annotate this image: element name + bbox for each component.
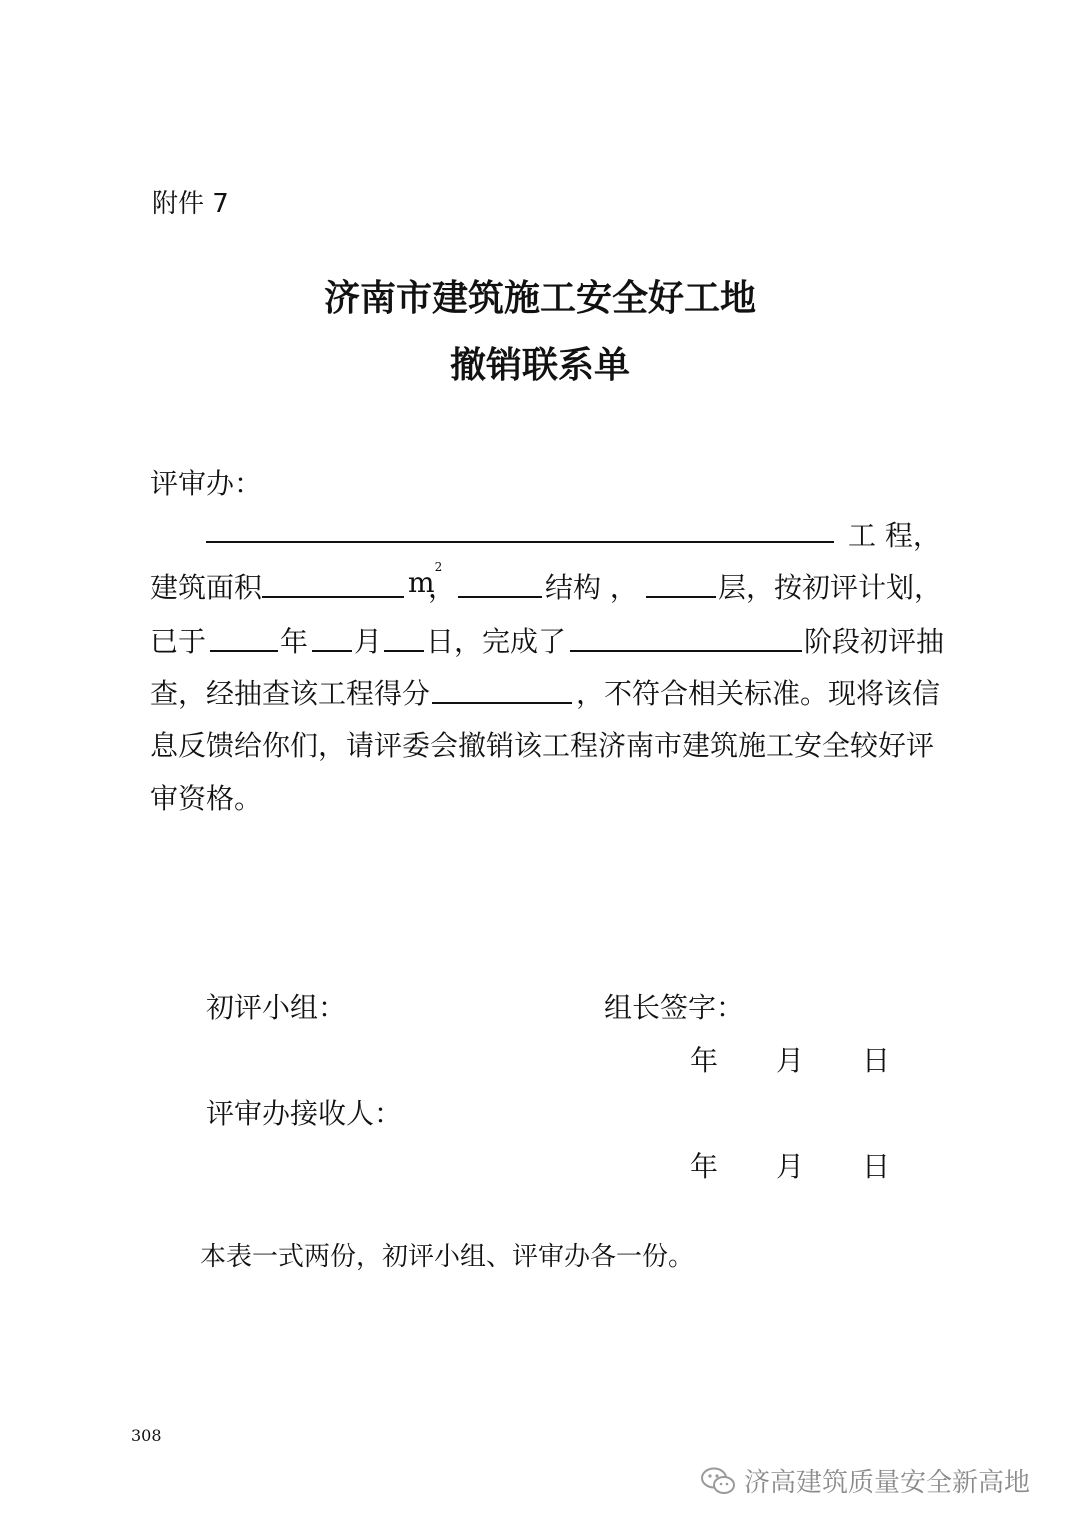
score-blank[interactable] (432, 702, 572, 704)
body-line-5: 息反馈给你们，请评委会撤销该工程济南市建筑施工安全较好评 (150, 729, 935, 762)
stage-label: 阶段初评抽 (804, 625, 945, 658)
title-line-1: 济南市建筑施工安全好工地 (323, 278, 756, 319)
copies-note: 本表一式两份，初评小组、评审办各一份。 (200, 1242, 695, 1272)
month-blank[interactable] (312, 650, 352, 652)
area-unit: $m^2$ (408, 560, 443, 599)
page-number: 308 (131, 1426, 162, 1445)
date-prefix: 已于 (150, 625, 207, 658)
score-suffix: ，不符合相关标准。现将该信 (576, 677, 941, 710)
sign-year-1: 年 (690, 1044, 719, 1077)
sign-day-1: 日 (862, 1044, 891, 1077)
project-suffix: 工 程， (848, 519, 941, 552)
month-label: 月 (354, 625, 383, 658)
watermark (700, 1462, 1030, 1499)
recipient: 评审办： (150, 467, 263, 500)
group-label: 初评小组： (206, 991, 347, 1024)
floors-blank[interactable] (646, 596, 716, 598)
area-blank[interactable] (262, 596, 404, 598)
floors-label: 层，按初评计划， (718, 571, 943, 604)
year-label: 年 (280, 625, 309, 658)
wechat-icon (700, 1466, 736, 1496)
year-blank[interactable] (210, 650, 278, 652)
day-blank[interactable] (384, 650, 424, 652)
watermark-text: 济高建筑质量安全新高地 (744, 1468, 1031, 1498)
structure-blank[interactable] (458, 596, 542, 598)
sign-day-2: 日 (862, 1150, 891, 1183)
body-line-6: 审资格。 (150, 782, 263, 815)
project-name-blank[interactable] (206, 541, 834, 543)
title-line-2: 撤销联系单 (449, 345, 630, 386)
leader-signature-label: 组长签字： (604, 991, 745, 1024)
stage-blank[interactable] (570, 650, 802, 652)
sign-year-2: 年 (690, 1150, 719, 1183)
day-done-label: 日，完成了 (426, 625, 567, 658)
sign-month-1: 月 (776, 1044, 805, 1077)
score-prefix: 查，经抽查该工程得分 (150, 677, 431, 710)
comma: ， (428, 571, 457, 604)
sign-month-2: 月 (776, 1150, 805, 1183)
area-label: 建筑面积 (150, 571, 263, 604)
receiver-label: 评审办接收人： (206, 1097, 403, 1130)
structure-label: 结构 ， (545, 571, 638, 604)
annex-label: 附件 7 (152, 189, 229, 219)
